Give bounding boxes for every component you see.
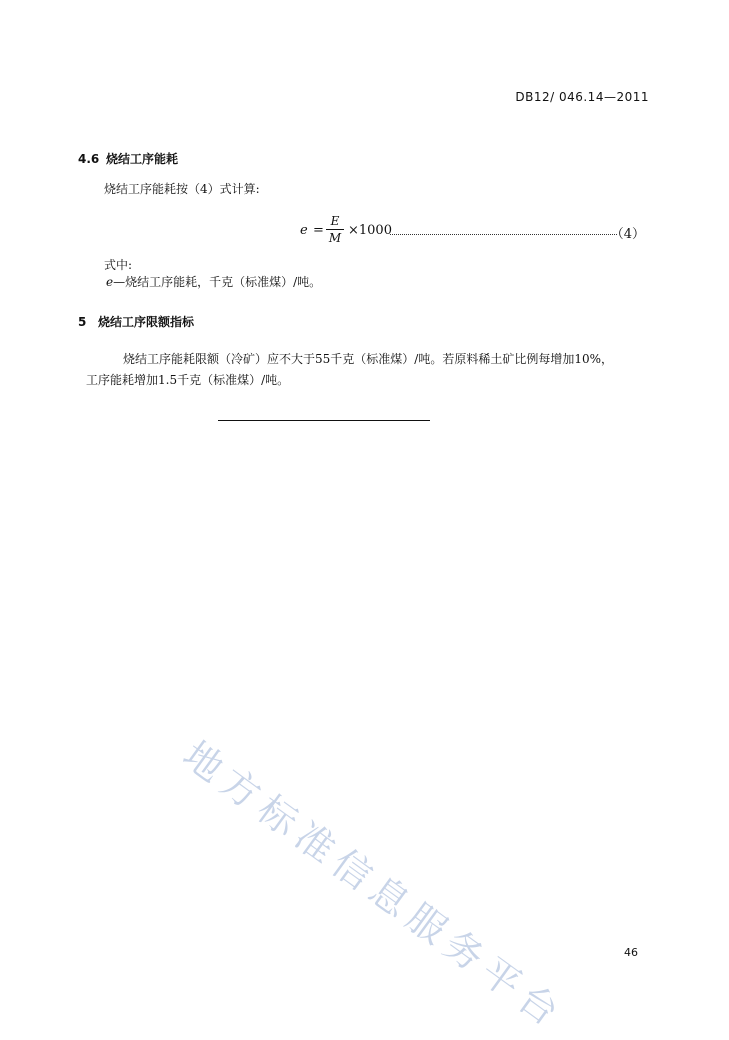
watermark-text: 地方标准信息服务平台 xyxy=(175,732,574,1039)
dotted-leader xyxy=(390,234,617,235)
section-5-paragraph-line1: 烧结工序能耗限额（冷矿）应不大于55千克（标准煤）/吨。若原料稀土矿比例每增加10%， xyxy=(123,352,613,366)
section-5-number: 5 xyxy=(78,315,87,329)
formula-fraction xyxy=(326,214,344,245)
section-5-paragraph-line2: 工序能耗增加1.5千克（标准煤）/吨。 xyxy=(86,373,290,387)
section-4-6-title: 烧结工序能耗 xyxy=(106,152,179,166)
page-number: 46 xyxy=(624,946,638,959)
where-term-symbol: e xyxy=(106,275,114,289)
document-number: DB12/ 046.14—2011 xyxy=(515,90,649,104)
where-term-desc: —烧结工序能耗，千克（标准煤）/吨。 xyxy=(113,275,322,289)
equation-number: （4） xyxy=(610,227,645,242)
formula-equals: = xyxy=(313,223,324,238)
section-4-6-intro: 烧结工序能耗按（4）式计算: xyxy=(104,182,260,196)
formula-numerator: E xyxy=(330,214,340,228)
section-5-title: 烧结工序限额指标 xyxy=(98,315,195,329)
section-4-6-number: 4.6 xyxy=(78,152,100,166)
formula-lhs: e xyxy=(300,223,308,238)
section-4-6-heading xyxy=(78,150,178,167)
where-label: 式中: xyxy=(104,258,133,272)
formula-multiplier: ×1000 xyxy=(348,223,392,238)
fraction-bar xyxy=(326,229,344,230)
end-of-text-rule xyxy=(218,420,430,421)
formula-4 xyxy=(300,214,645,250)
section-5-heading xyxy=(78,313,194,330)
formula-denominator: M xyxy=(328,231,342,245)
where-definition xyxy=(106,273,321,290)
